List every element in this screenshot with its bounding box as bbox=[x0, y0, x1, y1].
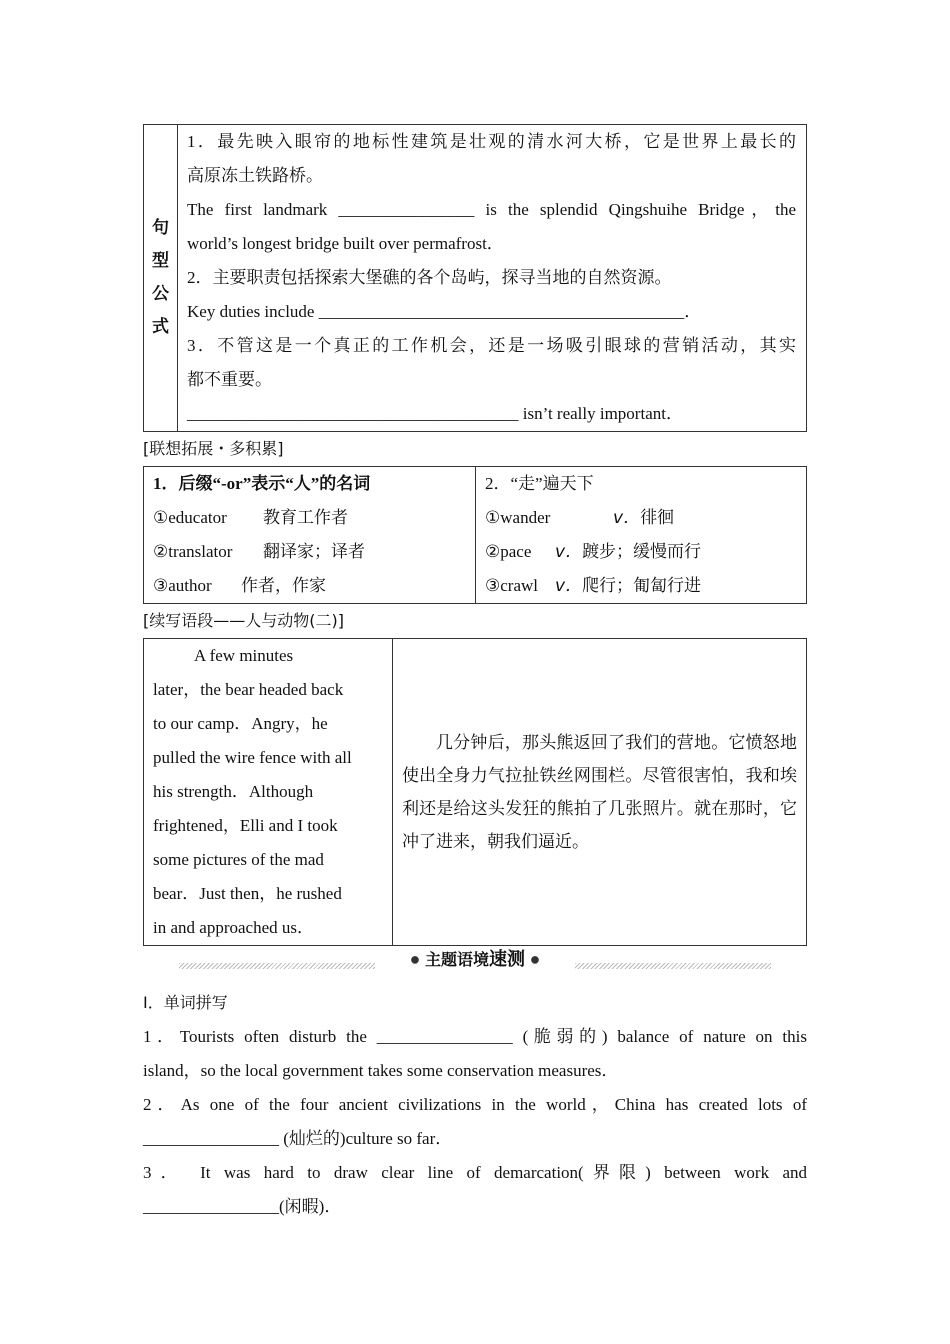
writing-en-line: in and approached us． bbox=[153, 918, 314, 937]
vocab-word: ③author bbox=[153, 576, 212, 595]
sentence-pattern-table bbox=[143, 124, 807, 432]
topic-quiz-banner bbox=[143, 946, 807, 980]
vocab-meaning: 踱步；缓慢而行 bbox=[582, 542, 702, 561]
label-char: 型 bbox=[152, 251, 169, 271]
banner-hatch-right bbox=[575, 963, 771, 969]
vocab-left-column bbox=[144, 467, 476, 604]
banner-dot-icon: ● bbox=[530, 954, 540, 966]
question-2-line2: ________________ (灿烂的)culture so far． bbox=[143, 1129, 453, 1148]
label-char: 公 bbox=[152, 284, 169, 304]
item1-en-line2: world’s longest bridge built over permafrost． bbox=[187, 234, 504, 253]
item2-en-line1: Key duties include ___________________________________________． bbox=[187, 302, 702, 321]
label-char: 句 bbox=[152, 218, 169, 238]
sentence-pattern-label bbox=[144, 125, 178, 432]
vocab-pos: v． bbox=[555, 576, 583, 596]
writing-en-line: pulled the wire fence with all bbox=[153, 748, 352, 767]
item1-cn-line1: 1．最先映入眼帘的地标性建筑是壮观的清水河大桥，它是世界上最长的 bbox=[187, 132, 796, 151]
banner-title-part1: 主题语境 bbox=[424, 950, 489, 969]
vocab-left-item bbox=[153, 501, 466, 535]
question-3-line1: 3． It was hard to draw clear line of demarcation(界限) between work and bbox=[143, 1163, 807, 1182]
question-3-line2: ________________(闲暇)． bbox=[143, 1197, 342, 1216]
vocab-meaning: 翻译家；译者 bbox=[263, 542, 365, 561]
continuation-writing-table bbox=[143, 638, 807, 946]
item2-cn-line1: 2．主要职责包括探索大堡礁的各个岛屿，探寻当地的自然资源。 bbox=[187, 268, 672, 287]
item3-cn-line1: 3．不管这是一个真正的工作机会，还是一场吸引眼球的营销活动，其实 bbox=[187, 336, 796, 355]
writing-en-line: later，the bear headed back bbox=[153, 680, 344, 699]
writing-chinese-column bbox=[393, 639, 807, 946]
document-page bbox=[143, 124, 807, 1224]
vocab-left-title: 1．后缀“-or”表示“人”的名词 bbox=[153, 474, 371, 493]
sentence-pattern-content bbox=[178, 125, 807, 432]
vocab-meaning: 徘徊 bbox=[640, 508, 675, 527]
vocab-word: ③crawl bbox=[485, 576, 538, 595]
vocab-left-item bbox=[153, 535, 466, 569]
vocabulary-table bbox=[143, 466, 807, 604]
vocab-meaning: 教育工作者 bbox=[263, 508, 348, 527]
vocab-word: ②pace bbox=[485, 542, 532, 561]
banner-title-part2: 速测 bbox=[489, 949, 525, 970]
writing-en-line: some pictures of the mad bbox=[153, 850, 324, 869]
vocab-meaning: 爬行；匍匐行进 bbox=[582, 576, 702, 595]
writing-en-line: bear．Just then，he rushed bbox=[153, 884, 342, 903]
vocab-right-title: 2．“走”遍天下 bbox=[485, 474, 594, 493]
writing-english-column bbox=[144, 639, 393, 946]
exercise-heading: Ⅰ．单词拼写 bbox=[143, 993, 228, 1012]
question-2-line1: 2．As one of the four ancient civilizations in the world，China has created lots of bbox=[143, 1095, 807, 1114]
writing-en-line: his strength．Although bbox=[153, 782, 314, 801]
vocab-meaning: 作者，作家 bbox=[241, 576, 326, 595]
vocab-word: ②translator bbox=[153, 542, 233, 561]
vocab-right-item bbox=[485, 569, 797, 603]
vocab-right-item bbox=[485, 501, 797, 535]
vocab-word: ①wander bbox=[485, 508, 551, 527]
vocab-right-column bbox=[476, 467, 807, 604]
question-1-line1: 1．Tourists often disturb the ________________ (脆弱的) balance of nature on this bbox=[143, 1027, 807, 1046]
writing-cn-paragraph: 几分钟后，那头熊返回了我们的营地。它愤怒地使出全身力气拉扯铁丝网围栏。尽管很害怕，我和埃利还是给这头发狂的熊拍了几张照片。就在那时，它冲了进来，朝我们逼近。 bbox=[402, 733, 797, 851]
item1-cn-line2: 高原冻土铁路桥。 bbox=[187, 166, 323, 185]
vocab-left-item bbox=[153, 569, 466, 603]
question-1-line2: island，so the local government takes some conservation measures． bbox=[143, 1061, 619, 1080]
vocab-right-item bbox=[485, 535, 797, 569]
section-heading-lianxiang: [联想拓展・多积累] bbox=[143, 439, 284, 458]
item1-en-line1: The first landmark ________________ is the splendid Qingshuihe Bridge，the bbox=[187, 200, 796, 219]
vocab-pos: v． bbox=[613, 508, 641, 528]
writing-en-line: A few minutes bbox=[194, 646, 294, 665]
item3-cn-line2: 都不重要。 bbox=[187, 370, 272, 389]
banner-title bbox=[375, 946, 575, 974]
writing-en-line: to our camp．Angry，he bbox=[153, 714, 328, 733]
vocab-word: ①educator bbox=[153, 508, 227, 527]
section-heading-xuxie: [续写语段——人与动物(二)] bbox=[143, 611, 344, 630]
item3-en-line1: _______________________________________ isn’t really important． bbox=[187, 404, 683, 423]
exercise-section bbox=[143, 986, 807, 1224]
label-char: 式 bbox=[152, 317, 169, 337]
vocab-pos: v． bbox=[555, 542, 583, 562]
writing-en-line: frightened，Elli and I took bbox=[153, 816, 338, 835]
banner-hatch-left bbox=[179, 963, 375, 969]
banner-dot-icon: ● bbox=[410, 954, 420, 966]
